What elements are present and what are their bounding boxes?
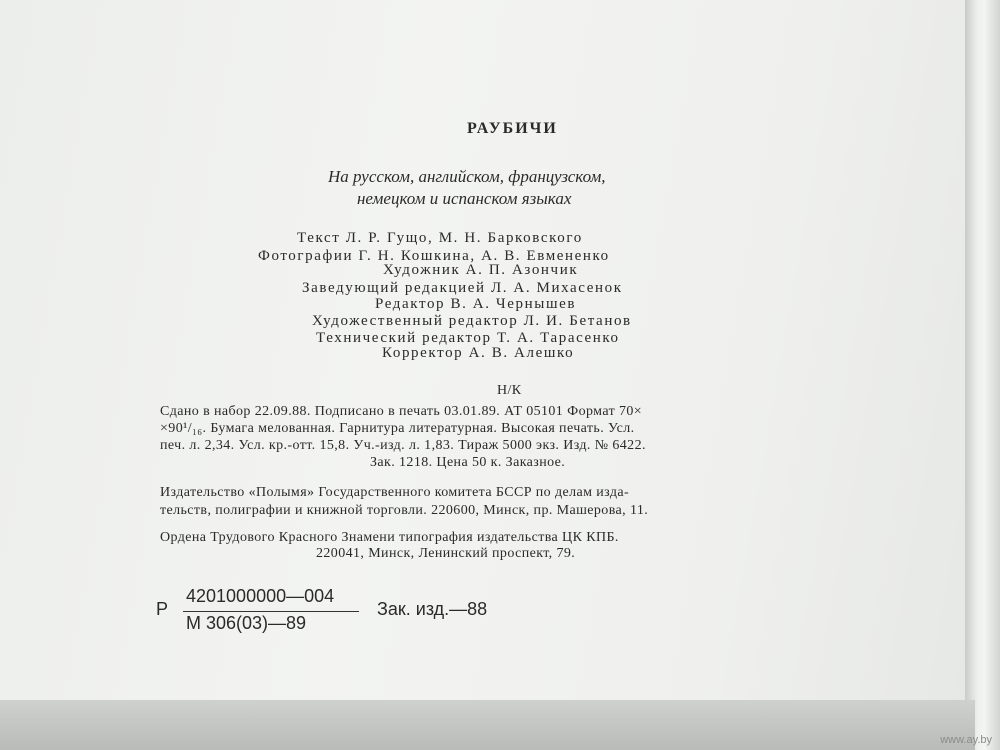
printer-line: Ордена Трудового Красного Знамени типография издательства ЦК КПБ. [160, 530, 619, 545]
nk-mark: Н/К [497, 383, 522, 398]
credit-text: Текст Л. Р. Гущо, М. Н. Барковского [297, 230, 583, 246]
classification-numerator: 4201000000—004 [186, 586, 335, 606]
classification-denominator: М 306(03)—89 [186, 613, 307, 633]
imprint-line: Зак. 1218. Цена 50 к. Заказное. [370, 455, 566, 470]
subtitle-line-1: На русском, английском, французском, [328, 167, 606, 186]
credit-art-editor: Художественный редактор Л. И. Бетанов [312, 313, 632, 329]
credit-editor: Редактор В. А. Чернышев [375, 296, 577, 312]
watermark: www.ay.by [940, 734, 992, 746]
printer-line: 220041, Минск, Ленинский проспект, 79. [316, 546, 576, 561]
publisher-line: тельств, полиграфии и книжной торговли. 220600, Минск, пр. Машерова, 11. [160, 503, 649, 518]
book-title: РАУБИЧИ [467, 120, 558, 137]
imprint-line: ×90¹/₁₆. Бумага мелованная. Гарнитура литературная. Высокая печать. Усл. [160, 421, 635, 436]
fraction-rule [183, 611, 359, 612]
classification-letter: Р [156, 599, 169, 619]
credit-artist: Художник А. П. Азончик [383, 262, 579, 278]
credit-proofreader: Корректор А. В. Алешко [382, 345, 575, 361]
imprint-line: печ. л. 2,34. Усл. кр.-отт. 15,8. Уч.-изд. л. 1,83. Тираж 5000 экз. Изд. № 6422. [160, 438, 646, 453]
page-edge-shadow [0, 700, 975, 750]
publisher-line: Издательство «Полымя» Государственного комитета БССР по делам изда- [160, 485, 630, 500]
credit-photos: Фотографии Г. Н. Кошкина, А. В. Евмененко [258, 248, 610, 264]
publisher-order: Зак. изд.—88 [377, 599, 488, 619]
book-gutter [965, 0, 1000, 750]
subtitle-line-2: немецком и испанском языках [357, 189, 572, 208]
credit-head-editor: Заведующий редакцией Л. А. Михасенок [302, 280, 623, 296]
credit-tech-editor: Технический редактор Т. А. Тарасенко [316, 330, 620, 346]
imprint-line: Сдано в набор 22.09.88. Подписано в печать 03.01.89. АТ 05101 Формат 70× [160, 404, 643, 419]
